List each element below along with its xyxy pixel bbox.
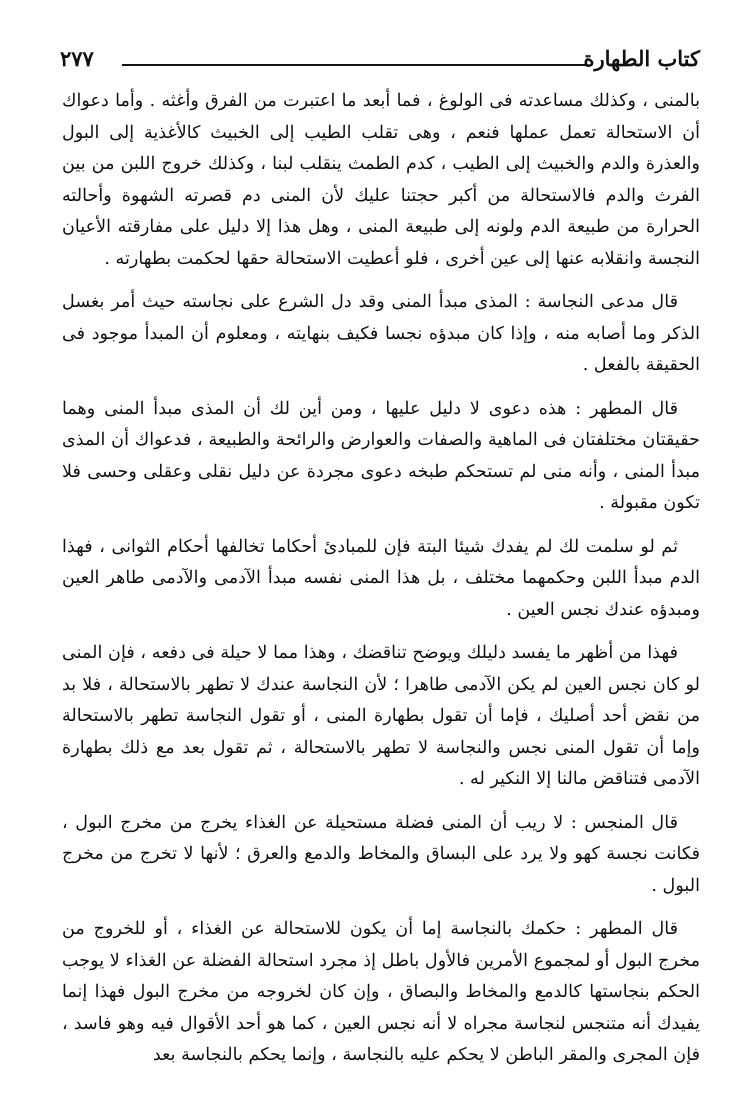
page-body xyxy=(62,86,700,1084)
paragraph: قال المنجس : لا ريب أن المنى فضلة مستحيلة عن الغذاء يخرج من مخرج البول ، فكانت نجسة كهو ولا يرد على البساق والمخاط والدمع والعرق ؛ لأنها لا تخرج من مخرج البول . xyxy=(62,812,700,896)
page-number: ٢٧٧ xyxy=(60,46,94,71)
paragraph: قال مدعى النجاسة : المذى مبدأ المنى وقد دل الشرع على نجاسته حيث أمر بغسل الذكر وما أصابه منه ، وإذا كان مبدؤه نجسا فكيف بنهايته ، ومعلوم أن المبدأ موجود فى الحقيقة بالفعل . xyxy=(62,292,700,375)
running-title: كتاب الطهارة xyxy=(583,46,700,71)
paragraph: قال المطهر : هذه دعوى لا دليل عليها ، ومن أين لك أن المذى مبدأ المنى وهما حقيقتان مختلفتان فى الماهية والصفات والعوارض والرائحة والطبيعة ، فدعواك أن المذى مبدأ المنى ، وأنه منى لم تستحكم طبخه دعوى مجردة عن دليل نقلى وعقلى وحسى فلا تكون مقبولة . xyxy=(62,398,700,513)
paragraph: فهذا من أظهر ما يفسد دليلك ويوضح تناقضك ، وهذا مما لا حيلة فى دفعه ، فإن المنى لو كان نجس العين لم يكن الآدمى طاهرا ؛ لأن النجاسة عندك لا تطهر بالاستحالة ، فلا بد من نقض أحد أصليك ، فإما أن تقول بطهارة المنى ، أو تقول النجاسة تطهر بالاستحالة وإما أن تقول المنى نجس والنجاسة لا تطهر بالاستحالة ، ثم تقول بعد مع ذلك بطهارة الآدمى فتناقض مالنا إلا النكير له . xyxy=(62,643,700,789)
header-rule xyxy=(122,64,588,66)
paragraph: ثم لو سلمت لك لم يفدك شيئا البتة فإن للمبادئ أحكاما تخالفها أحكام الثوانى ، فهذا الدم مبدأ اللبن وحكمهما مختلف ، بل هذا المنى نفسه مبدأ الآدمى والآدمى طاهر العين ومبدؤه عندك نجس العين . xyxy=(62,536,700,620)
paragraph: قال المطهر : حكمك بالنجاسة إما أن يكون للاستحالة عن الغذاء ، أو للخروج من مخرج البول أو لمجموع الأمرين فالأول باطل إذ مجرد استحالة الفضلة عن الغذاء لا يوجب الحكم بنجاستها كالدمع والمخاط والبصاق ، وإن كان لخروجه من مخرج البول فهذا إنما يفيدك أنه متنجس لنجاسة مجراه لا أنه نجس العين ، كما هو أحد الأقوال فيه وهو فاسد ، فإن المجرى والمقر الباطن لا يحكم عليه بالنجاسة ، وإنما يحكم بالنجاسة بعد xyxy=(62,919,700,1065)
page-header xyxy=(60,44,700,74)
paragraph: بالمنى ، وكذلك مساعدته فى الولوغ ، فما أبعد ما اعتبرت من الفرق وأغثه . وأما دعواك أن الاستحالة تعمل عملها فنعم ، وهى تقلب الطيب إلى الخبيث كالأغذية إلى البول والعذرة والدم والخبيث إلى الطيب ، كدم الطمث ينقلب لبنا ، وكذلك خروج اللبن من بين الفرث والدم فالاستحالة من أكبر حجتنا عليك لأن المنى دم قصرته الشهوة وأحالته الحرارة من طبيعة الدم ولونه إلى طبيعة المنى ، وهل هذا إلا دليل على مفارقته الأعيان النجسة وانقلابه عنها إلى عين أخرى ، فلو أعطيت الاستحالة حقها لحكمت بطهارته . xyxy=(62,91,700,269)
